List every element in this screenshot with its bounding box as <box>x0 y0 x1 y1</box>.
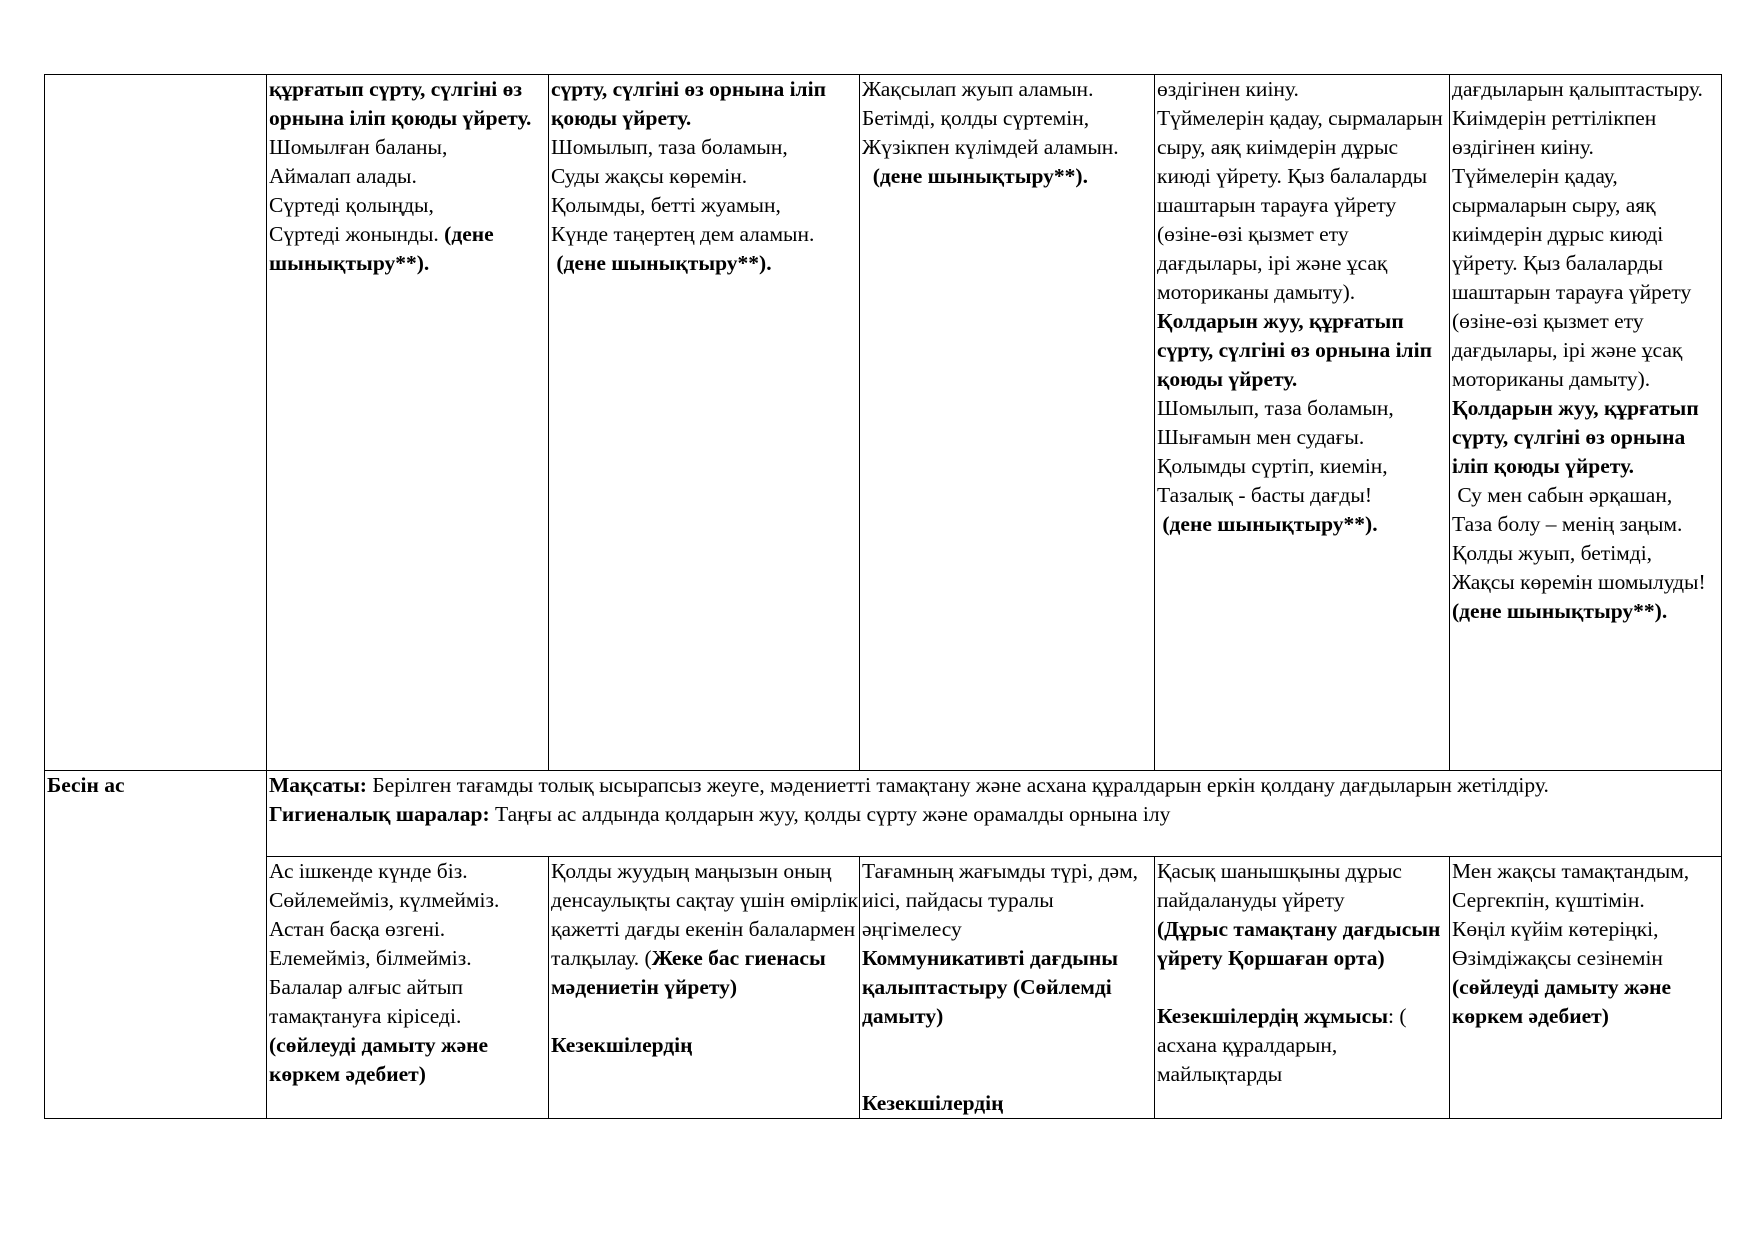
cell-text: Сүртеді жонынды. <box>269 222 445 246</box>
cell-text: Қолдарын жуу, құрғатып сүрту, сүлгіні өз орнына іліп қоюды үйрету. <box>1157 309 1438 391</box>
lunch-goal-cell <box>267 771 1722 857</box>
cell-text: Шомылған баланы, <box>269 135 448 159</box>
cell-text: Шомылып, таза боламын, <box>551 135 788 159</box>
cell-text: Сергекпін, күштімін. <box>1452 888 1645 912</box>
cell-text: Таза болу – менің заңым. <box>1452 512 1683 536</box>
goal-text: Берілген тағамды толық ысырапсыз жеуге, мәдениетті тамақтану және асхана құралдарын еркін қолдану дағдыларын жетілдіру. <box>366 773 1549 797</box>
cell-text: Түймелерін қадау, сырмаларын сыру, аяқ киімдерін дұрыс киюді үйрету. Қыз балаларды шаштарын тарауға үйрету (өзіне-өзі қызмет ету дағдылары, ірі және ұсақ моториканы дамыту). <box>1452 164 1697 391</box>
row-label-cell <box>45 75 267 771</box>
day-cell-4 <box>1155 857 1450 1119</box>
day-cell-5 <box>1450 857 1722 1119</box>
cell-text: Көңіл күйім көтеріңкі, <box>1452 917 1659 941</box>
table-row-lunch-header <box>45 771 1722 857</box>
cell-text: Өзімдіжақсы сезінемін <box>1452 946 1663 970</box>
cell-text: Ас ішкенде күнде біз. <box>269 859 468 883</box>
cell-text: дағдыларын қалыптастыру. <box>1452 77 1703 101</box>
cell-text: (дене шынықтыру**). <box>1452 599 1668 623</box>
cell-text: Сүртеді қолыңды, <box>269 193 434 217</box>
cell-text: Қолымды сүртіп, киемін, <box>1157 454 1388 478</box>
day-cell-2 <box>549 75 860 771</box>
cell-text: : ( асхана құралдарын, майлықтарды <box>1157 1004 1412 1086</box>
cell-text: Кезекшілердің жұмысы <box>1157 1004 1388 1028</box>
cell-text: құрғатып сүрту, сүлгіні өз орнына іліп қоюды үйрету. <box>269 77 532 130</box>
hygiene-label: Гигиеналық шаралар: <box>269 802 490 826</box>
cell-text: Қолымды, бетті жуамын, <box>551 193 781 217</box>
cell-text: Елемейміз, білмейміз. <box>269 946 472 970</box>
cell-text: сүрту, сүлгіні өз орнына іліп қоюды үйрету. <box>551 77 832 130</box>
cell-text <box>862 1031 1154 1060</box>
day-cell-4 <box>1155 75 1450 771</box>
day-cell-5 <box>1450 75 1722 771</box>
cell-text: Мен жақсы тамақтандым, <box>1452 859 1690 883</box>
cell-text: Қолдарын жуу, құрғатып сүрту, сүлгіні өз орнына іліп қоюды үйрету. <box>1452 396 1705 478</box>
cell-text: (дене шынықтыру**). <box>269 222 500 275</box>
cell-text <box>1157 973 1449 1002</box>
cell-text: Жүзікпен күлімдей аламын. <box>862 135 1119 159</box>
cell-text: (дене шынықтыру**). <box>862 164 1088 188</box>
cell-text: Сөйлемейміз, күлмейміз. <box>269 888 500 912</box>
cell-text: Шығамын мен судағы. <box>1157 425 1365 449</box>
cell-text: (дене шынықтыру**). <box>1157 512 1378 536</box>
day-cell-3 <box>860 857 1155 1119</box>
table-row-hygiene-continued <box>45 75 1722 771</box>
cell-text: Қасық шанышқыны дұрыс пайдалануды үйрету <box>1157 859 1408 912</box>
cell-text: Бетімді, қолды сүртемін, <box>862 106 1090 130</box>
row-label-lunch <box>45 771 267 1119</box>
cell-text: өздігінен киіну. <box>1157 77 1299 101</box>
cell-text: Су мен сабын әрқашан, <box>1452 483 1673 507</box>
cell-text: Қолды жуып, бетімді, <box>1452 541 1653 565</box>
cell-text: (сөйлеуді дамыту және көркем әдебиет) <box>1452 975 1677 1028</box>
cell-text: Кезекшілердің <box>551 1033 693 1057</box>
cell-text: Шомылып, таза боламын, <box>1157 396 1394 420</box>
cell-text: Аймалап алады. <box>269 164 417 188</box>
cell-text: Коммуникативті дағдыны қалыптастыру (Сөйлемді дамыту) <box>862 946 1124 1028</box>
day-cell-1 <box>267 857 549 1119</box>
cell-text: Күнде таңертең дем аламын. <box>551 222 815 246</box>
cell-text: Жеке бас гиенасы мәдениетін үйрету) <box>551 946 832 999</box>
cell-text <box>862 1060 1154 1089</box>
cell-text: Балалар алғыс айтып тамақтануға кіріседі. <box>269 975 469 1028</box>
hygiene-text: Таңғы ас алдында қолдарын жуу, қолды сүрту және орамалды орнына ілу <box>489 802 1171 826</box>
cell-text: Тазалық - басты дағды! <box>1157 483 1372 507</box>
cell-text: Қолды жуудың маңызын оның денсаулықты сақтау үшін өмірлік қажетті дағды екенін балалармен талқылау. ( <box>551 859 864 970</box>
cell-text: Суды жақсы көремін. <box>551 164 748 188</box>
goal-label: Мақсаты: <box>269 773 367 797</box>
day-cell-1 <box>267 75 549 771</box>
schedule-table <box>44 74 1722 1119</box>
day-cell-3 <box>860 75 1155 771</box>
row-label-text: Бесін ас <box>47 773 125 797</box>
cell-text: Жақсылап жуып аламын. <box>862 77 1094 101</box>
day-cell-2 <box>549 857 864 1119</box>
cell-text: (Дұрыс тамақтану дағдысын үйрету Қоршаған орта) <box>1157 917 1446 970</box>
cell-text: Кезекшілердің <box>862 1091 1004 1115</box>
cell-text: Жақсы көремін шомылуды! <box>1452 570 1712 594</box>
cell-text: Астан басқа өзгені. <box>269 917 446 941</box>
cell-text <box>551 1002 859 1031</box>
cell-text: Түймелерін қадау, сырмаларын сыру, аяқ киімдерін дұрыс киюді үйрету. Қыз балаларды шаштарын тарауға үйрету (өзіне-өзі қызмет ету дағдылары, ірі және ұсақ моториканы дамыту). <box>1157 106 1449 304</box>
cell-text: Киімдерін реттілікпен өздігінен киіну. <box>1452 106 1662 159</box>
cell-text: Тағамның жағымды түрі, дәм, иісі, пайдасы туралы әңгімелесу <box>862 859 1144 941</box>
cell-text: (сөйлеуді дамыту және көркем әдебиет) <box>269 1033 494 1086</box>
cell-text: (дене шынықтыру**). <box>551 251 772 275</box>
table-row-lunch-days <box>45 857 1722 1119</box>
